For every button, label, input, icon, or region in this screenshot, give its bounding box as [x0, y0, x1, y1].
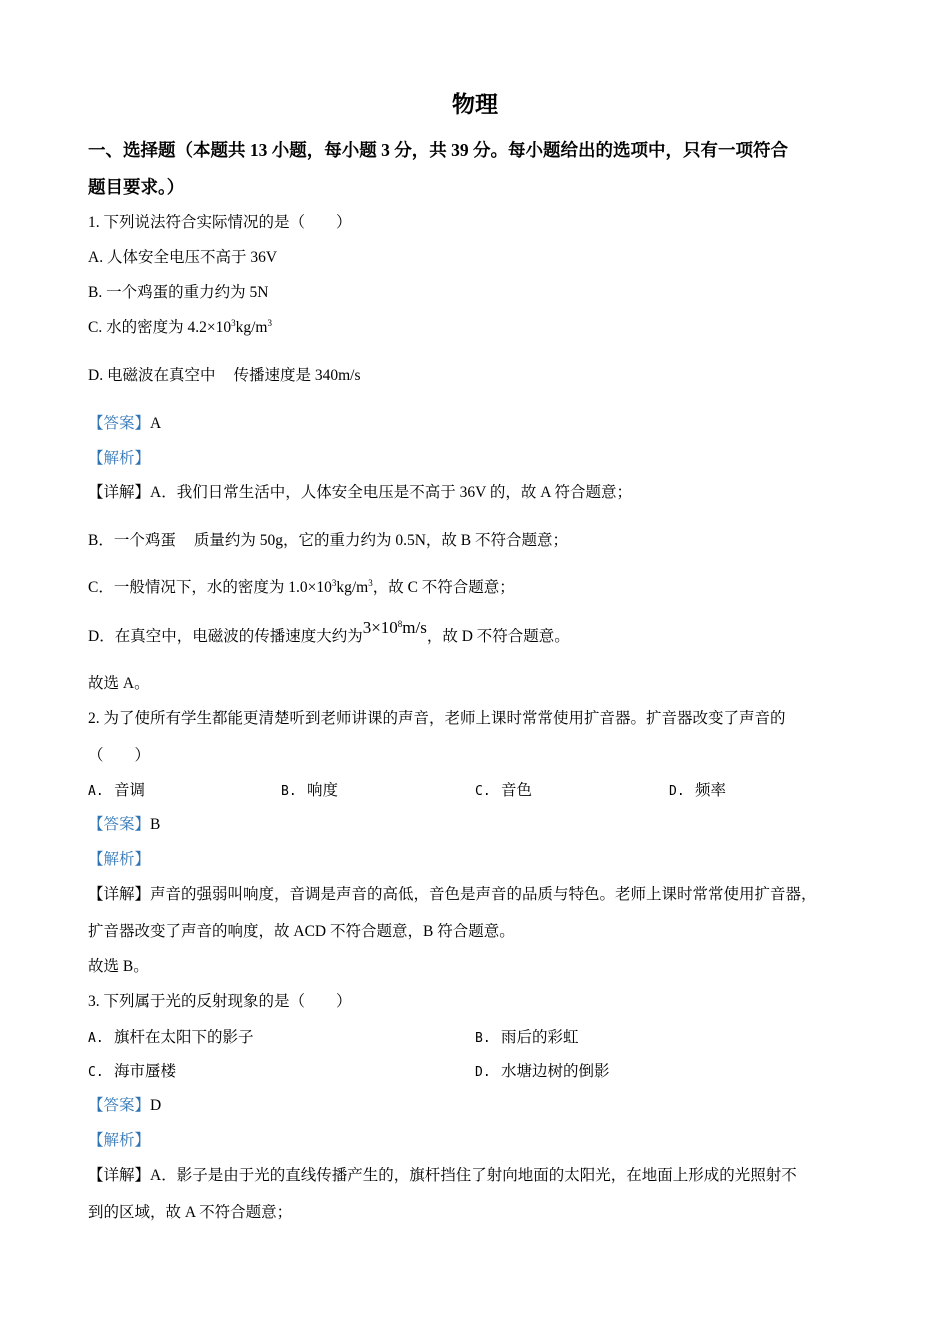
q3-option-c-label: C. [88, 1065, 104, 1080]
answer-tag: 【答案】 [88, 1097, 151, 1114]
q3-option-b [475, 1028, 579, 1049]
q1-answer [88, 414, 161, 434]
q1-detail-d [88, 618, 570, 647]
q2-answer-value: B [150, 816, 161, 833]
detail-tag: 【详解】 [88, 886, 151, 903]
q3-detail-line1-text: A．影子是由于光的直线传播产生的，旗杆挡住了射向地面的太阳光，在地面上形成的光照射不 [150, 1167, 797, 1184]
q3-detail-line1 [88, 1166, 797, 1186]
q1-option-c-sup: 3 [231, 318, 236, 328]
q1-detail-d-eq-unit: m/s [402, 618, 427, 637]
q3-analysis-tag [88, 1131, 150, 1151]
analysis-tag: 【解析】 [88, 1132, 151, 1149]
q2-option-d-label: D. [669, 784, 685, 799]
q3-option-a-label: A. [88, 1031, 104, 1046]
q1-detail-c-sup2: 3 [368, 578, 373, 588]
q1-detail-b-post: 质量约为 50g，它的重力约为 0.5N，故 B 不符合题意； [193, 532, 569, 549]
q3-option-a-text: 旗杆在太阳下的影子 [114, 1029, 254, 1046]
q3-stem: 3. 下列属于光的反射现象的是（ ） [88, 993, 352, 1010]
q3-option-c-text: 海市蜃楼 [114, 1063, 177, 1080]
q3-detail-line2: 到的区域，故 A 不符合题意； [88, 1204, 293, 1221]
q1-detail-b [88, 531, 568, 551]
q2-stem-line1: 2. 为了使所有学生都能更清楚听到老师讲课的声音，老师上课时常常使用扩音器。扩音器改变了声音的 [88, 710, 786, 727]
q2-option-c-label: C. [475, 784, 491, 799]
q2-detail-line1 [88, 885, 817, 905]
q3-option-d [475, 1062, 610, 1083]
q1-option-c-pre: C. 水的密度为 4.2×10 [88, 319, 232, 336]
answer-tag: 【答案】 [88, 415, 151, 432]
q1-detail-a-text: A．我们日常生活中，人体安全电压是不高于 36V 的，故 A 符合题意； [150, 484, 632, 501]
q3-option-d-text: 水塘边树的倒影 [501, 1063, 610, 1080]
q2-option-c-text: 音色 [501, 782, 533, 799]
q1-answer-value: A [150, 415, 162, 432]
q1-detail-d-equation [363, 618, 427, 637]
q1-option-c-sup2: 3 [267, 318, 272, 328]
q1-option-c-unit: kg/m [235, 319, 268, 336]
q1-option-d-pre: D. 电磁波在真空中 [88, 367, 216, 384]
q2-option-a-text: 音调 [114, 782, 146, 799]
section-heading-line1: 一、选择题（本题共 13 小题，每小题 3 分，共 39 分。每小题给出的选项中，只有一项符合 [88, 140, 788, 160]
q1-analysis-tag [88, 449, 150, 469]
q1-detail-c-unit: kg/m [336, 579, 369, 596]
analysis-tag: 【解析】 [88, 851, 151, 868]
q1-detail-a [88, 483, 632, 503]
q1-option-a: A. 人体安全电压不高于 36V [88, 249, 278, 266]
q1-option-d [88, 366, 360, 386]
analysis-tag: 【解析】 [88, 450, 151, 467]
q2-stem-line2: （ ） [88, 747, 151, 764]
q3-option-a [88, 1028, 254, 1049]
q2-analysis-tag [88, 850, 150, 870]
q1-option-c [88, 318, 272, 338]
page-title: 物理 [452, 92, 498, 117]
q2-option-b-label: B. [281, 784, 297, 799]
q1-detail-b-pre: B．一个鸡蛋 [88, 532, 176, 549]
detail-tag: 【详解】 [88, 1167, 151, 1184]
q1-detail-d-pre: D．在真空中，电磁波的传播速度大约为 [88, 628, 363, 645]
answer-tag: 【答案】 [88, 816, 151, 833]
q2-answer [88, 815, 160, 835]
q2-detail-line1-text: 声音的强弱叫响度，音调是声音的高低，音色是声音的品质与特色。老师上课时常常使用扩音器， [150, 886, 817, 903]
q1-detail-d-eq-sup: 8 [397, 619, 403, 629]
q3-option-b-text: 雨后的彩虹 [501, 1029, 579, 1046]
q2-option-b-text: 响度 [307, 782, 339, 799]
q3-answer-value: D [150, 1097, 162, 1114]
q3-option-b-label: B. [475, 1031, 491, 1046]
q3-answer [88, 1096, 161, 1116]
q1-detail-d-eq-base: 3×10 [362, 618, 398, 637]
detail-tag: 【详解】 [88, 484, 151, 501]
q1-detail-c-sup: 3 [331, 578, 337, 588]
q2-option-d [669, 781, 726, 802]
q2-option-c [475, 781, 532, 802]
q2-detail-line2: 扩音器改变了声音的响度，故 ACD 不符合题意，B 符合题意。 [88, 923, 515, 940]
q1-stem: 1. 下列说法符合实际情况的是（ ） [88, 214, 352, 231]
q1-detail-d-post: ，故 D 不符合题意。 [426, 628, 570, 645]
q1-detail-c [88, 578, 515, 598]
q1-conclusion: 故选 A。 [88, 675, 150, 692]
q1-detail-c-post: ，故 C 不符合题意； [372, 579, 515, 596]
q1-option-d-post: 传播速度是 340m/s [233, 367, 361, 384]
q1-detail-c-pre: C．一般情况下，水的密度为 1.0×10 [88, 579, 332, 596]
section-heading-line2: 题目要求。） [88, 177, 185, 197]
q1-option-b: B. 一个鸡蛋的重力约为 5N [88, 284, 269, 301]
q2-option-d-text: 频率 [695, 782, 727, 799]
q3-option-d-label: D. [475, 1065, 491, 1080]
q3-option-c [88, 1062, 176, 1083]
q2-option-b [281, 781, 338, 802]
q2-option-a [88, 781, 145, 802]
q2-conclusion: 故选 B。 [88, 958, 149, 975]
q2-option-a-label: A. [88, 784, 104, 799]
